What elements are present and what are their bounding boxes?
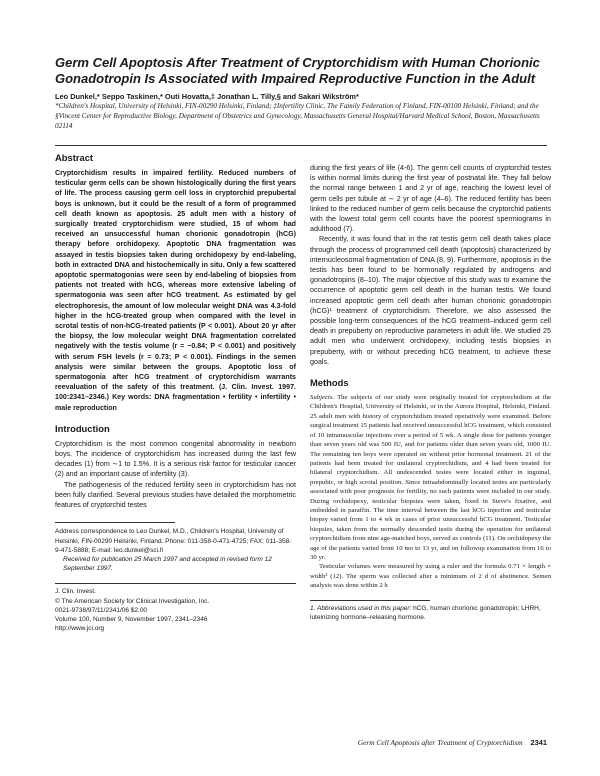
left-column [55,152,296,633]
introduction-paragraph: The pathogenesis of the reduced fertility seen in cryptorchidism has not been fully clarified. Several previous studies have detailed the morphometric features of cryptorchid testes [55,480,296,510]
subjects-label: Subjects. [310,394,335,402]
abstract-text: Cryptorchidism results in impaired fertility. Reduced numbers of testicular germ cells can be shown histologically during the first years of life. The process causing germ cell loss in cryptorchid prepubertal boys is unknown, but it could be the result of a form of programmed cell death known as apoptosis. 25 adult men with a history of surgically treated cryptorchidism were studied, 15 of whom had received an unsuccessful human chorionic gonadotropin (hCG) therapy before orchidopexy. Apoptotic DNA fragmentation was assayed in testis biopsies taken during orchidopexy by end-labeling, both in extracted DNA and histochemically in situ. Only a few scattered apoptotic spermatogonias were seen by end-labeling of biopsies from patients not treated with hCG, whereas more extensive labeling of spermatogonia was seen after hCG treatment. As estimated by gel electrophoresis, the amount of low molecular weight DNA was 4.3-fold higher in the hCG-treated group when compared with the level in scrotal testis of non-hCG-treated patients (P < 0.001). About 20 yr after the biopsy, the low molecular weight DNA fragmentation correlated negatively with the testis volume (r = −0.84; P < 0.001) and positively with serum FSH levels (r = 0.73; P < 0.001). Findings in the semen analysis were similar between the groups. Apoptotic loss of spermatogonia after hCG treatment of cryptorchidism warrants reevaluation of the safety of this treatment. (J. Clin. Invest. 1997. 100:2341–2346.) Key words: DNA fragmentation • fertility • infertility • male reproduction [55,169,296,412]
footnote-label: 1. Abbreviations used in this paper: [310,604,412,612]
publication-divider [55,583,296,584]
abstract-heading: Abstract [55,152,94,163]
header-divider [55,145,547,146]
methods-paragraph [310,393,551,562]
author-list: Leo Dunkel,* Seppo Taskinen,* Outi Hovatta,‡ Jonathan L. Tilly,§ and Sakari Wikström* [55,92,359,101]
running-title: Germ Cell Apoptosis after Treatment of Cryptorchidism [357,738,523,747]
right-column [310,163,551,622]
body-paragraph: Recently, it was found that in the rat testis germ cell death takes place through the process of programmed cell death (apoptosis) characterized by internucleosomal fragmentation of DNA (8, 9). Furthermore, apoptosis in the testis has been found to be hormonally regulated by androgens and gonadotropins (8–10). The major objective of this study was to examine the occurrence of apoptotic germ cell death in the human testis. We found increased apoptotic germ cell death after human chorionic gonadotropin (hCG)¹ treatment of cryptorchidism. Therefore, we also assessed the possible long-term consequences of the hCG treatment–induced germ cell death in prepuberty on reproductive parameters in adult life. We studied 25 adult men who underwent orchidopexy, including testis biopsies in prepuberty, with or without preceding hCG treatment, to achieve these goals. [310,235,551,366]
running-footer [310,738,547,748]
correspondence-divider [55,522,175,523]
footnote [310,604,551,622]
methods-heading: Methods [310,377,349,389]
copyright-line: © The American Society for Clinical Investigation, Inc. [55,597,210,605]
publication-info [55,587,296,633]
journal-name: J. Clin. Invest. [55,588,96,596]
subjects-text: The subjects of our study were originally treated for cryptorchidism at the Children's Hospital, University of Helsinki, or in the Aurora Hospital, Helsinki, Finland. 25 adult men with history of cryptorchidism treated operatively were examined. Before surgical treatment 15 patients had received unsuccessful hCG treatment, which consisted of 10 intramuscular injections over a period of 5 wk. A single dose for patients younger than seven years old was 500 IU, and for patients older than seven years old, 1000 IU. The remaining ten boys were operated on without prior hormonal treatment. 21 of the patients had been treated for unilateral cryptorchidism, and 4 had been treated for bilateral cryptorchidism. All undescended testes were located either in inguinal, prepubic, or high scrotal position. Since intraabdominally located testes are particularly associated with poor prognosis for fertility, no such patients were included in our study. During orchidopexy, testicular biopsies were taken, fixed in Steve's fixative, and embedded in paraffin. The time interval between the last hCG injection and testicular biopsy varied from 1 to 4 wk in cases of prior unsuccessful hCG treatment. Testicular biopsies, taken from the normally descended testis during the operation for unilateral cryptorchidism from nine age-matched boys, served as controls (11). On orchidopexy the age of the patients varied from 10 mo to 13 yr, and on followup examination from 16 to 30 yr. [310,394,551,561]
volume-line: Volume 100, Number 9, November 1997, 2341–2346 [55,615,208,623]
methods-paragraph: Testicular volumes were measured by using a ruler and the formula 0.71 × length × width² (12). The sperm was collected after a minimum of 2 d of abstinence. Semen analysis was done within 2 h [310,563,551,590]
journal-url[interactable]: http://www.jci.org [55,625,105,633]
footnote-divider [310,600,430,601]
footnote-text: hCG, human chorionic gonadotropin; LHRH, luteinizing hormone–releasing hormone. [310,604,541,621]
issn-line: 0021-9738/97/11/2341/06 $2.00 [55,606,148,614]
correspondence-note: Address correspondence to Leo Dunkel, M.D., Children's Hospital, University of Helsinki, FIN-00290 Helsinki, Finland. Phone: 011-358-0-471-4725; FAX: 011-358-9-471-5888; E-mail: leo.dunkel@sci.fi [55,528,292,554]
introduction-paragraph: Cryptorchidism is the most common congenital abnormality in newborn boys. The incidence of cryptorchidism has increased during the last few decades (1) from ∼1 to 1.5%. It is a serious risk factor for testicular cancer (2) and an important cause of infertility (3). [55,439,296,479]
article-title: Germ Cell Apoptosis After Treatment of Cryptorchidism with Human Chorionic Gonadotropin Is Associated with Impaired Reproductive Function in the Adult [55,55,540,86]
received-dates: Received for publication 25 March 1997 and accepted in revised form 12 September 1997. [63,555,272,573]
page-number: 2341 [530,738,547,747]
body-paragraph: during the first years of life (4-6). The germ cell counts of cryptorchid testes is within normal limits during the first year of postnatal life. They fall below the normal range between 1 and 2 yr of age, reaching the lowest level of germ cells per tubule at ∼ 2 yr of age (4–6). The reduced fertility has been linked to the reduced number of germ cells because the cryptorchid patients with the lowest total germ cell counts have the poorest spermiograms in adulthood (7). [310,164,551,234]
introduction-heading: Introduction [55,422,110,434]
author-affiliations: *Children's Hospital, University of Helsinki, FIN-00290 Helsinki, Finland; ‡Infertility Clinic, The Family Federation of Finland, FIN-00100 Helsinki, Finland; and the §Vincent Center for Reproductive Biology, Department of Obstetrics and Gynecology, Massachusetts General Hospital/Harvard Medical School, Boston, Massachusetts 02114 [55,102,540,131]
